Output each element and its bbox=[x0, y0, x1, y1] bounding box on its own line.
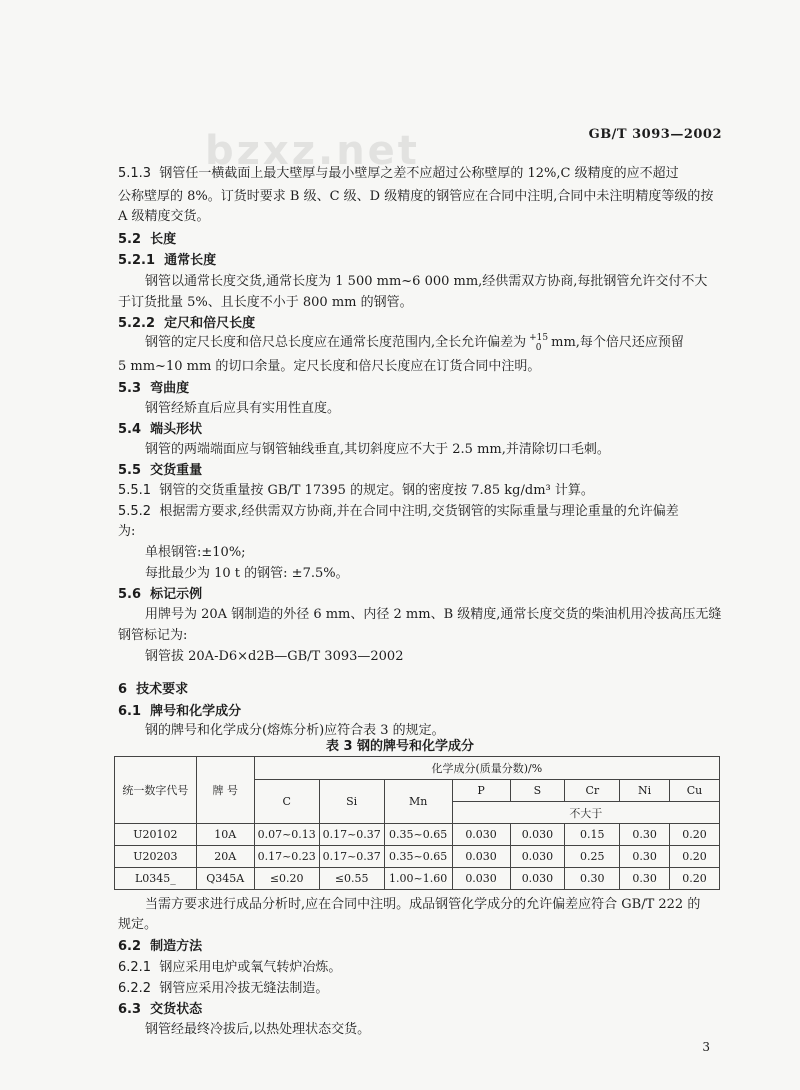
heading-6: 6 技术要求 bbox=[118, 682, 189, 697]
line-6-2-1: 6.2.1 钢应采用电炉或氧气转炉冶炼。 bbox=[118, 960, 342, 975]
table-row bbox=[115, 824, 720, 846]
heading-5-6: 5.6 标记示例 bbox=[118, 587, 203, 602]
line-5-5-2: 5.5.2 根据需方要求,经供需双方协商,并在合同中注明,交货钢管的实际重量与理论重量的允许偏差 bbox=[118, 504, 679, 519]
header-ni: Ni bbox=[620, 780, 670, 802]
heading-5-3: 5.3 弯曲度 bbox=[118, 381, 190, 396]
cell-p: 0.030 bbox=[452, 824, 510, 846]
cell-grade: Q345A bbox=[196, 868, 254, 890]
cell-ni: 0.30 bbox=[620, 824, 670, 846]
table-caption: 表 3 钢的牌号和化学成分 bbox=[325, 739, 475, 754]
cell-code: U20203 bbox=[115, 846, 197, 868]
cell-ni: 0.30 bbox=[620, 868, 670, 890]
line-6-2-2: 6.2.2 钢管应采用冷拔无缝法制造。 bbox=[118, 981, 329, 996]
header-not-more-than: 不大于 bbox=[452, 802, 719, 824]
heading-5-4: 5.4 端头形状 bbox=[118, 422, 203, 437]
cell-c: ≤0.20 bbox=[254, 868, 319, 890]
line-body: 钢的牌号和化学成分(熔炼分析)应符合表 3 的规定。 bbox=[145, 723, 445, 738]
line-body: 钢管以通常长度交货,通常长度为 1 500 mm~6 000 mm,经供需双方协商,每批钢管允许交付不大 bbox=[145, 274, 708, 289]
line-body: 规定。 bbox=[118, 917, 158, 932]
cell-p: 0.030 bbox=[452, 868, 510, 890]
line-tolerance: 钢管的定尺长度和倍尺总长度应在通常长度范围内,全长允许偏差为 +15 0 mm,每个倍尺还应预留 bbox=[145, 332, 684, 353]
line-body: 钢管经矫直后应具有实用性直度。 bbox=[145, 401, 341, 416]
header-s: S bbox=[510, 780, 565, 802]
line-body: 每批最少为 10 t 的钢管: ±7.5%。 bbox=[145, 566, 349, 581]
cell-s: 0.030 bbox=[510, 824, 565, 846]
cell-mn: 0.35~0.65 bbox=[384, 846, 452, 868]
cell-cr: 0.25 bbox=[565, 846, 620, 868]
cell-cr: 0.15 bbox=[565, 824, 620, 846]
header-si: Si bbox=[319, 780, 384, 824]
cell-code: U20102 bbox=[115, 824, 197, 846]
line-body: 5 mm~10 mm 的切口余量。定尺长度和倍尺长度应在订货合同中注明。 bbox=[118, 359, 541, 374]
cell-si: ≤0.55 bbox=[319, 868, 384, 890]
line-body: 当需方要求进行成品分析时,应在合同中注明。成品钢管化学成分的允许偏差应符合 GB/T 222 的 bbox=[145, 897, 701, 912]
header-c: C bbox=[254, 780, 319, 824]
line-body: A 级精度交货。 bbox=[118, 209, 210, 224]
cell-si: 0.17~0.37 bbox=[319, 846, 384, 868]
header-cr: Cr bbox=[565, 780, 620, 802]
heading-5-5: 5.5 交货重量 bbox=[118, 463, 203, 478]
line-5-1-3: 5.1.3 钢管任一横截面上最大壁厚与最小壁厚之差不应超过公称壁厚的 12%,C 级精度的应不超过 bbox=[118, 166, 679, 181]
tolerance-fraction: +15 0 bbox=[529, 332, 549, 353]
cell-grade: 10A bbox=[196, 824, 254, 846]
heading-5-2-1: 5.2.1 通常长度 bbox=[118, 253, 217, 268]
cell-p: 0.030 bbox=[452, 846, 510, 868]
cell-cu: 0.20 bbox=[670, 846, 720, 868]
cell-c: 0.17~0.23 bbox=[254, 846, 319, 868]
header-mn: Mn bbox=[384, 780, 452, 824]
cell-mn: 0.35~0.65 bbox=[384, 824, 452, 846]
standard-number: GB/T 3093—2002 bbox=[588, 127, 722, 142]
heading-6-1: 6.1 牌号和化学成分 bbox=[118, 704, 242, 719]
heading-5-2-2: 5.2.2 定尺和倍尺长度 bbox=[118, 316, 256, 331]
header-cu: Cu bbox=[670, 780, 720, 802]
cell-c: 0.07~0.13 bbox=[254, 824, 319, 846]
line-5-5-1: 5.5.1 钢管的交货重量按 GB/T 17395 的规定。钢的密度按 7.85 kg/dm³ 计算。 bbox=[118, 483, 594, 498]
line-body: 单根钢管:±10%; bbox=[145, 545, 246, 560]
line-body: 为: bbox=[118, 524, 136, 539]
line-body: 钢管经最终冷拔后,以热处理状态交货。 bbox=[145, 1022, 371, 1037]
line-body: 于订货批量 5%、且长度不小于 800 mm 的钢管。 bbox=[118, 295, 413, 310]
cell-grade: 20A bbox=[196, 846, 254, 868]
cell-cu: 0.20 bbox=[670, 824, 720, 846]
line-body: 用牌号为 20A 钢制造的外径 6 mm、内径 2 mm、B 级精度,通常长度交货的柴油机用冷拔高压无缝 bbox=[145, 607, 722, 622]
header-p: P bbox=[452, 780, 510, 802]
cell-mn: 1.00~1.60 bbox=[384, 868, 452, 890]
chemical-composition-table bbox=[114, 756, 720, 890]
header-composition: 化学成分(质量分数)/% bbox=[254, 757, 719, 780]
cell-ni: 0.30 bbox=[620, 846, 670, 868]
cell-cu: 0.20 bbox=[670, 868, 720, 890]
heading-6-2: 6.2 制造方法 bbox=[118, 939, 203, 954]
cell-si: 0.17~0.37 bbox=[319, 824, 384, 846]
cell-cr: 0.30 bbox=[565, 868, 620, 890]
cell-s: 0.030 bbox=[510, 868, 565, 890]
table-row bbox=[115, 846, 720, 868]
line-body: 钢管拔 20A-D6×d2B—GB/T 3093—2002 bbox=[145, 649, 404, 664]
heading-6-3: 6.3 交货状态 bbox=[118, 1002, 203, 1017]
table-row bbox=[115, 868, 720, 890]
heading-5-2: 5.2 长度 bbox=[118, 232, 177, 247]
cell-code: L0345_ bbox=[115, 868, 197, 890]
watermark: bzxz.net bbox=[205, 128, 420, 174]
line-body: 钢管的两端端面应与钢管轴线垂直,其切斜度应不大于 2.5 mm,并清除切口毛刺。 bbox=[145, 442, 610, 457]
line-body: 公称壁厚的 8%。订货时要求 B 级、C 级、D 级精度的钢管应在合同中注明,合同中未注明精度等级的按 bbox=[118, 189, 714, 204]
header-code: 统一数字代号 bbox=[115, 757, 197, 824]
line-body: 钢管标记为: bbox=[118, 628, 188, 643]
page-number: 3 bbox=[702, 1040, 710, 1054]
cell-s: 0.030 bbox=[510, 846, 565, 868]
header-grade: 牌 号 bbox=[196, 757, 254, 824]
